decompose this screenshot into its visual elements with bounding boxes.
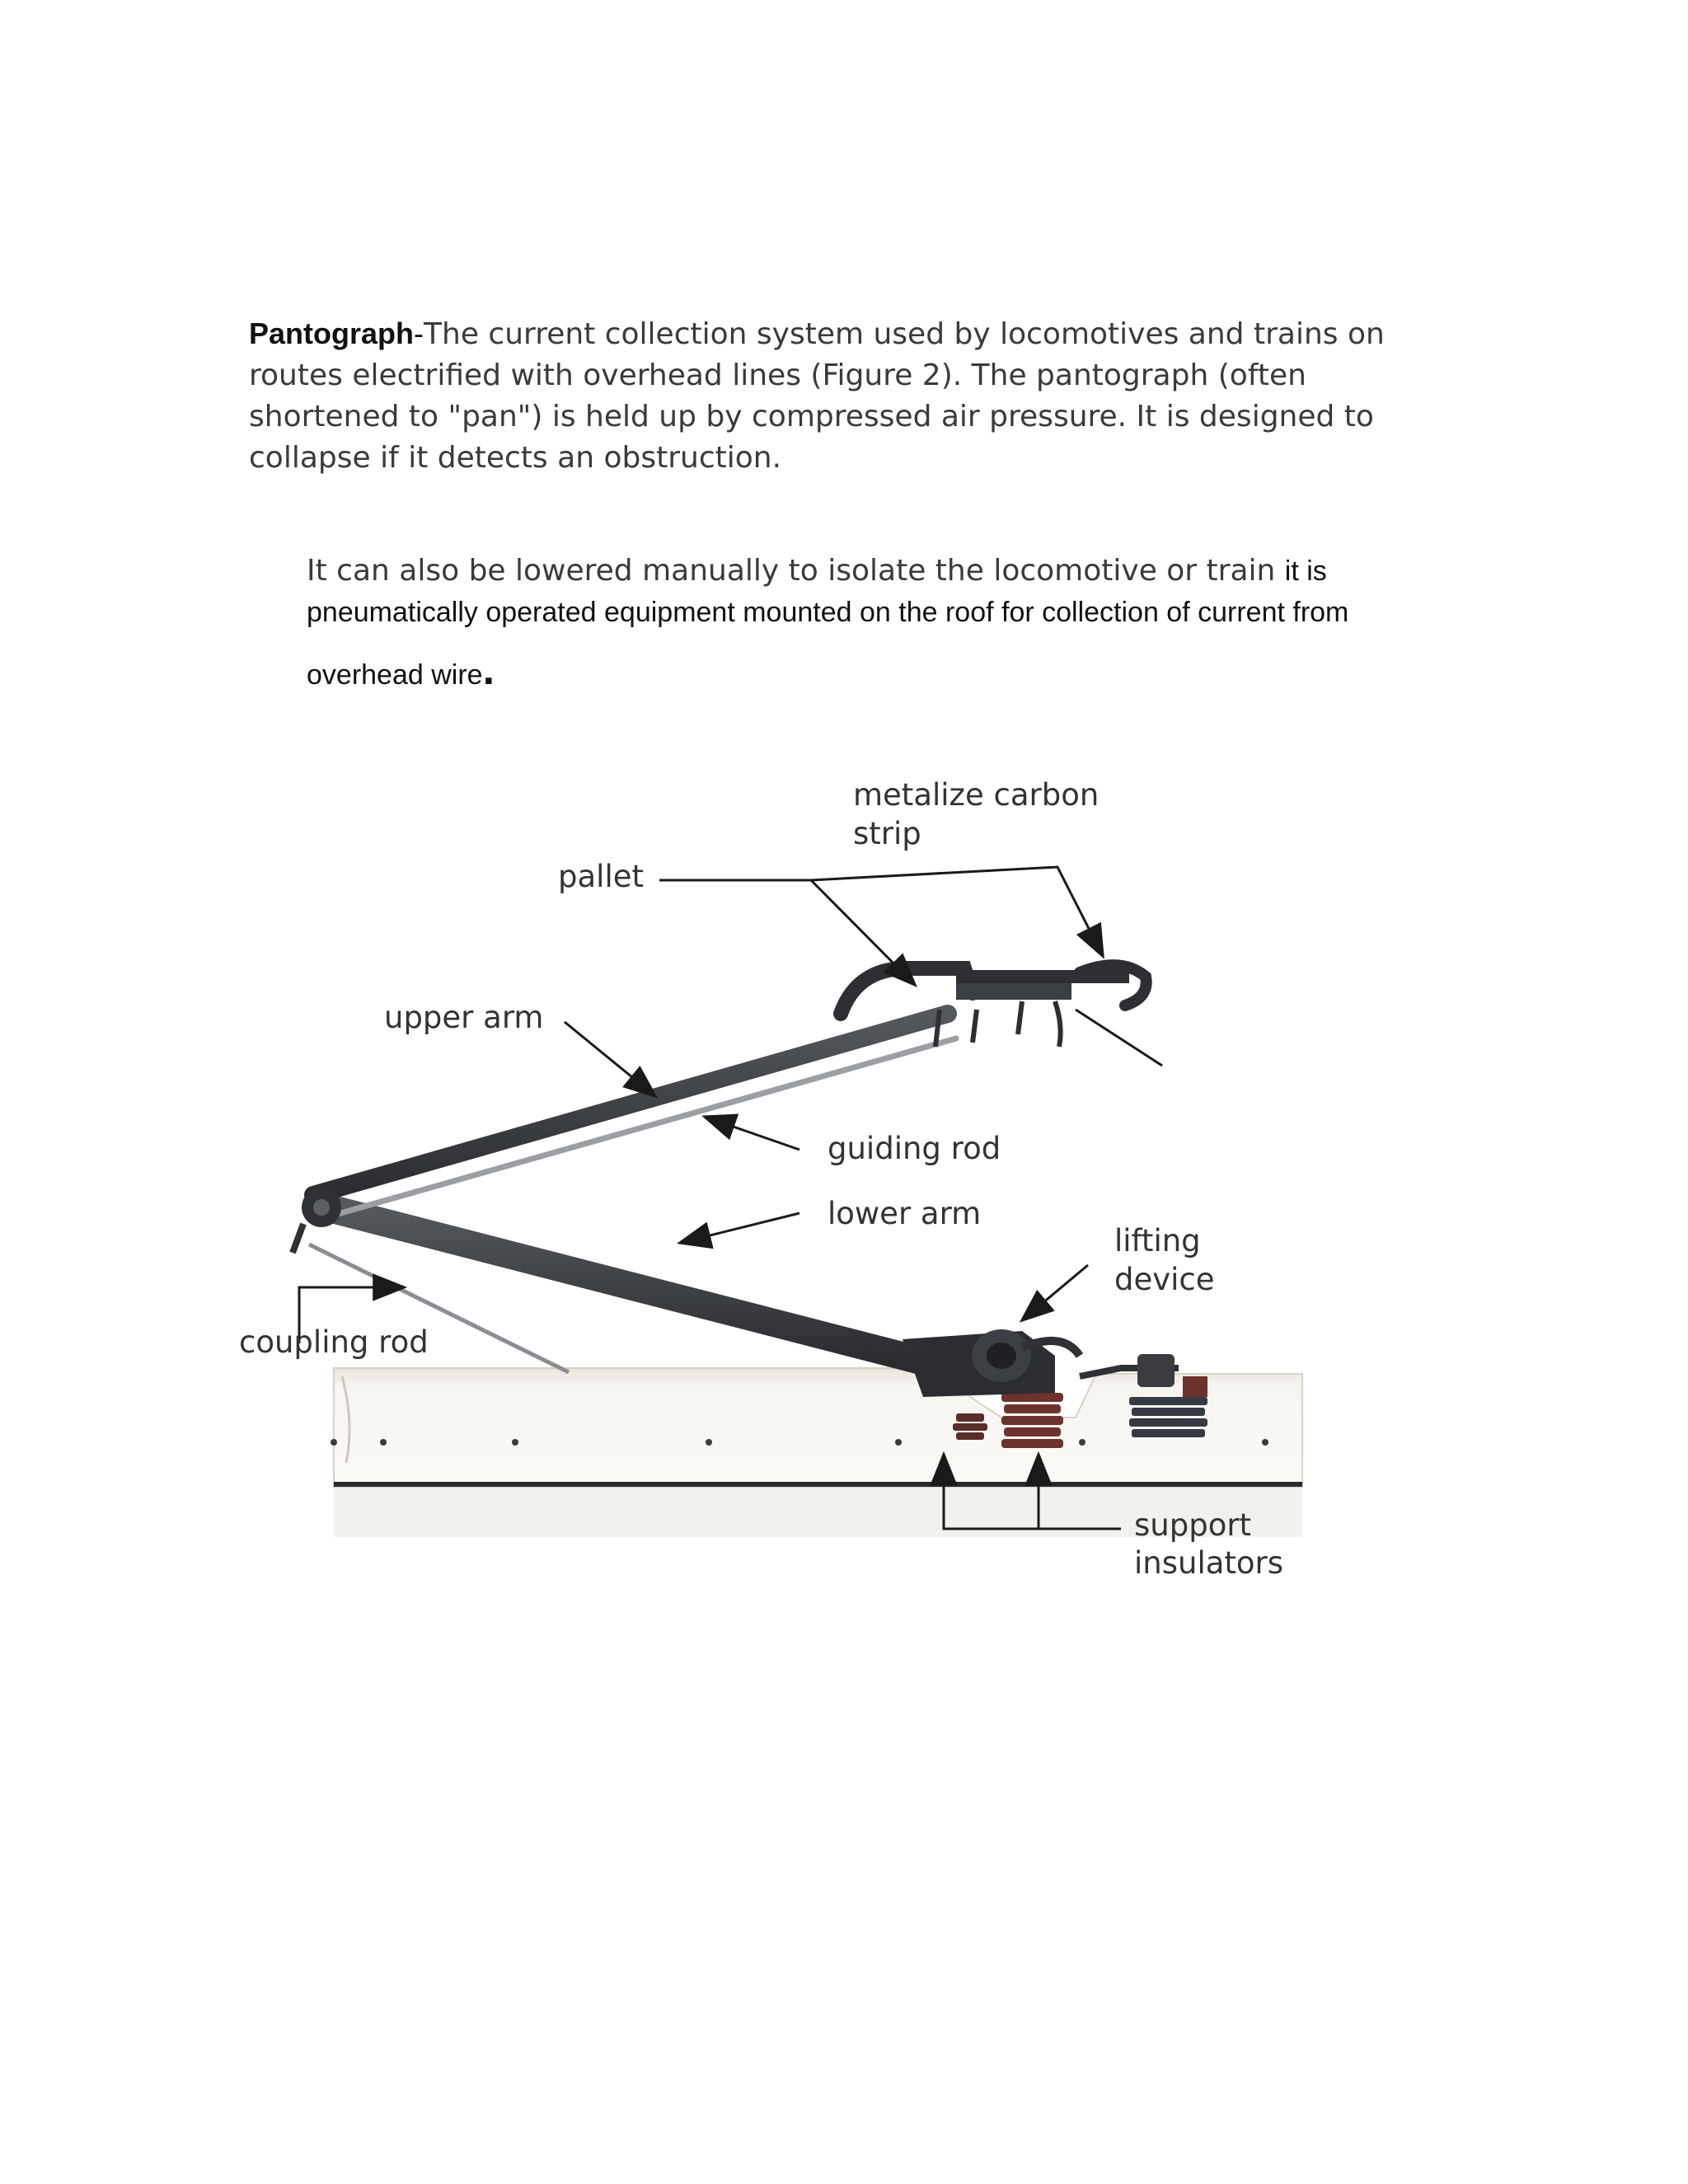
term-dash: - [414,316,424,350]
label-coupling-rod: coupling rod [239,1324,429,1360]
pantograph-diagram [231,762,1327,1595]
label-metalize-line2: strip [853,816,921,851]
second-paragraph [307,551,1461,696]
label-pallet: pallet [558,859,644,894]
knee-joint [293,1188,341,1253]
label-guiding-rod: guiding rod [828,1131,1001,1166]
label-support-line1: support [1134,1507,1252,1543]
lifting-device-arrow [1022,1265,1088,1320]
second-line3-text: overhead wire [307,659,483,691]
carbon-arrow-right [811,867,1103,956]
label-lifting-line2: device [1114,1262,1215,1297]
second-period: . [482,646,495,694]
label-lifting-line1: lifting [1114,1223,1201,1258]
label-upper-arm: upper arm [384,1000,544,1035]
label-lower-arm: lower arm [828,1196,982,1231]
term-pantograph: Pantograph [249,316,415,350]
intro-paragraph [249,313,1444,479]
lower-arm-arrow [680,1213,799,1243]
upper-arm [313,1014,948,1195]
carbon-arrow-left [811,880,915,985]
carbon-extension [1076,1010,1162,1066]
second-line3 [307,646,1461,696]
label-support-line2: insulators [1134,1545,1284,1581]
guiding-rod [317,1038,956,1220]
pantograph-figure [231,762,1327,1595]
upper-arm-arrow [565,1022,655,1096]
second-line1: It can also be lowered manually to isolate the locomotive or train [307,554,1276,588]
second-line1-tail: it is [1284,555,1327,587]
second-line2: pneumatically operated equipment mounted on the roof for collection of current from [307,597,1349,628]
intro-text: The current collection system used by locomotives and trains on routes electrified with overhead lines (Figure 2). The pantograph (often shortened to "pan") is held up by compressed air pressure. It is designed to collapse if it detects an obstruction. [249,317,1385,475]
label-metalize-line1: metalize carbon [853,777,1100,813]
guiding-rod-arrow [705,1117,799,1150]
